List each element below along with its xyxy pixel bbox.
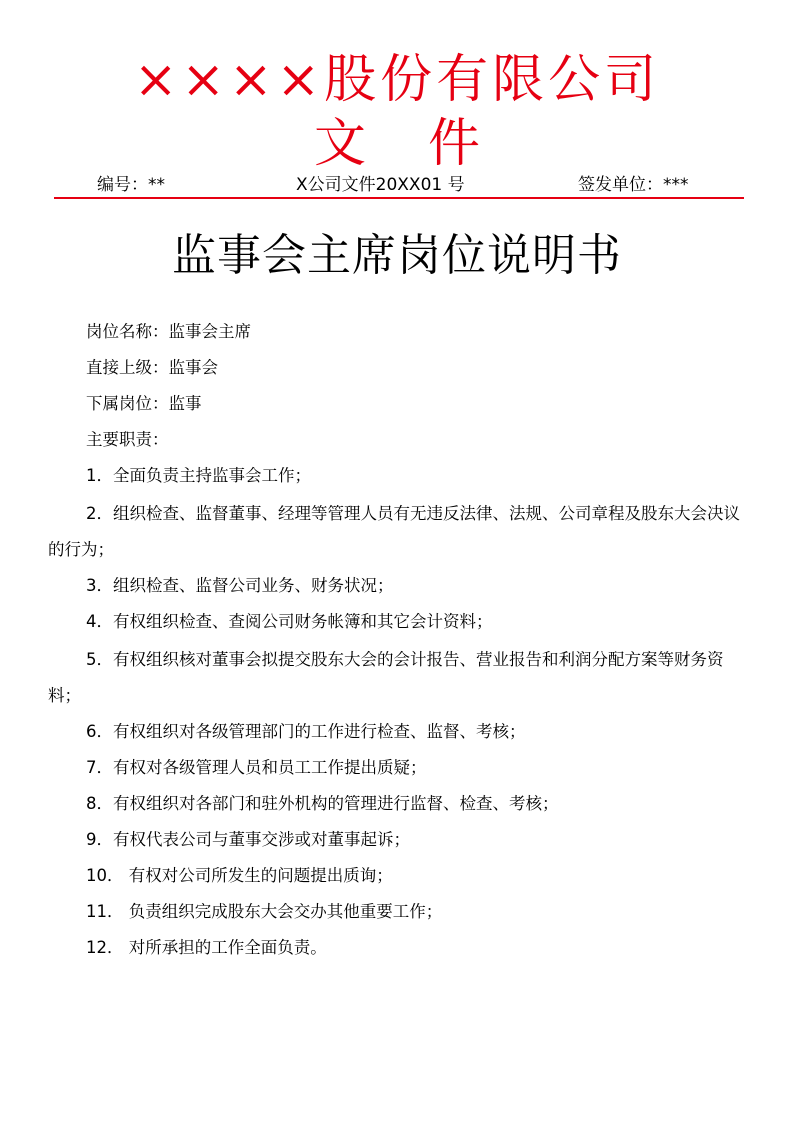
duty-item: 2．组织检查、监督董事、经理等管理人员有无违反法律、法规、公司章程及股东大会决议的行为； (48, 504, 740, 559)
duty-item: 11． 负责组织完成股东大会交办其他重要工作； (86, 902, 443, 921)
duties-heading: 主要职责： (86, 430, 169, 449)
document-reference: X公司文件20XX01 号 (296, 175, 465, 195)
duty-item: 12． 对所承担的工作全面负责。 (86, 938, 327, 957)
document-type-heading (0, 114, 794, 174)
position-name: 岗位名称：监事会主席 (86, 322, 251, 341)
duty-item: 8．有权组织对各部门和驻外机构的管理进行监督、检查、考核； (86, 794, 559, 813)
duty-item: 4．有权组织检查、查阅公司财务帐簿和其它会计资料； (86, 612, 493, 631)
duty-item: 9．有权代表公司与董事交涉或对董事起诉； (86, 830, 410, 849)
doc-type-char-1: 文 (313, 114, 366, 174)
duty-item: 1．全面负责主持监事会工作； (86, 466, 311, 485)
document-number: 编号：** (97, 175, 165, 195)
red-divider-line (54, 197, 744, 199)
document-title: 监事会主席岗位说明书 (172, 230, 622, 281)
subordinate-position: 下属岗位：监事 (86, 394, 202, 413)
duty-item: 3．组织检查、监督公司业务、财务状况； (86, 576, 394, 595)
duty-item: 5．有权组织核对董事会拟提交股东大会的会计报告、营业报告和利润分配方案等财务资料； (48, 650, 724, 705)
company-letterhead: ××××股份有限公司 (133, 50, 661, 110)
duty-item: 7．有权对各级管理人员和员工工作提出质疑； (86, 758, 427, 777)
doc-type-char-2: 件 (428, 114, 481, 174)
duty-item: 6．有权组织对各级管理部门的工作进行检查、监督、考核； (86, 722, 526, 741)
duty-item: 10． 有权对公司所发生的问题提出质询； (86, 866, 393, 885)
issuing-unit: 签发单位：*** (578, 175, 689, 195)
direct-superior: 直接上级：监事会 (86, 358, 218, 377)
